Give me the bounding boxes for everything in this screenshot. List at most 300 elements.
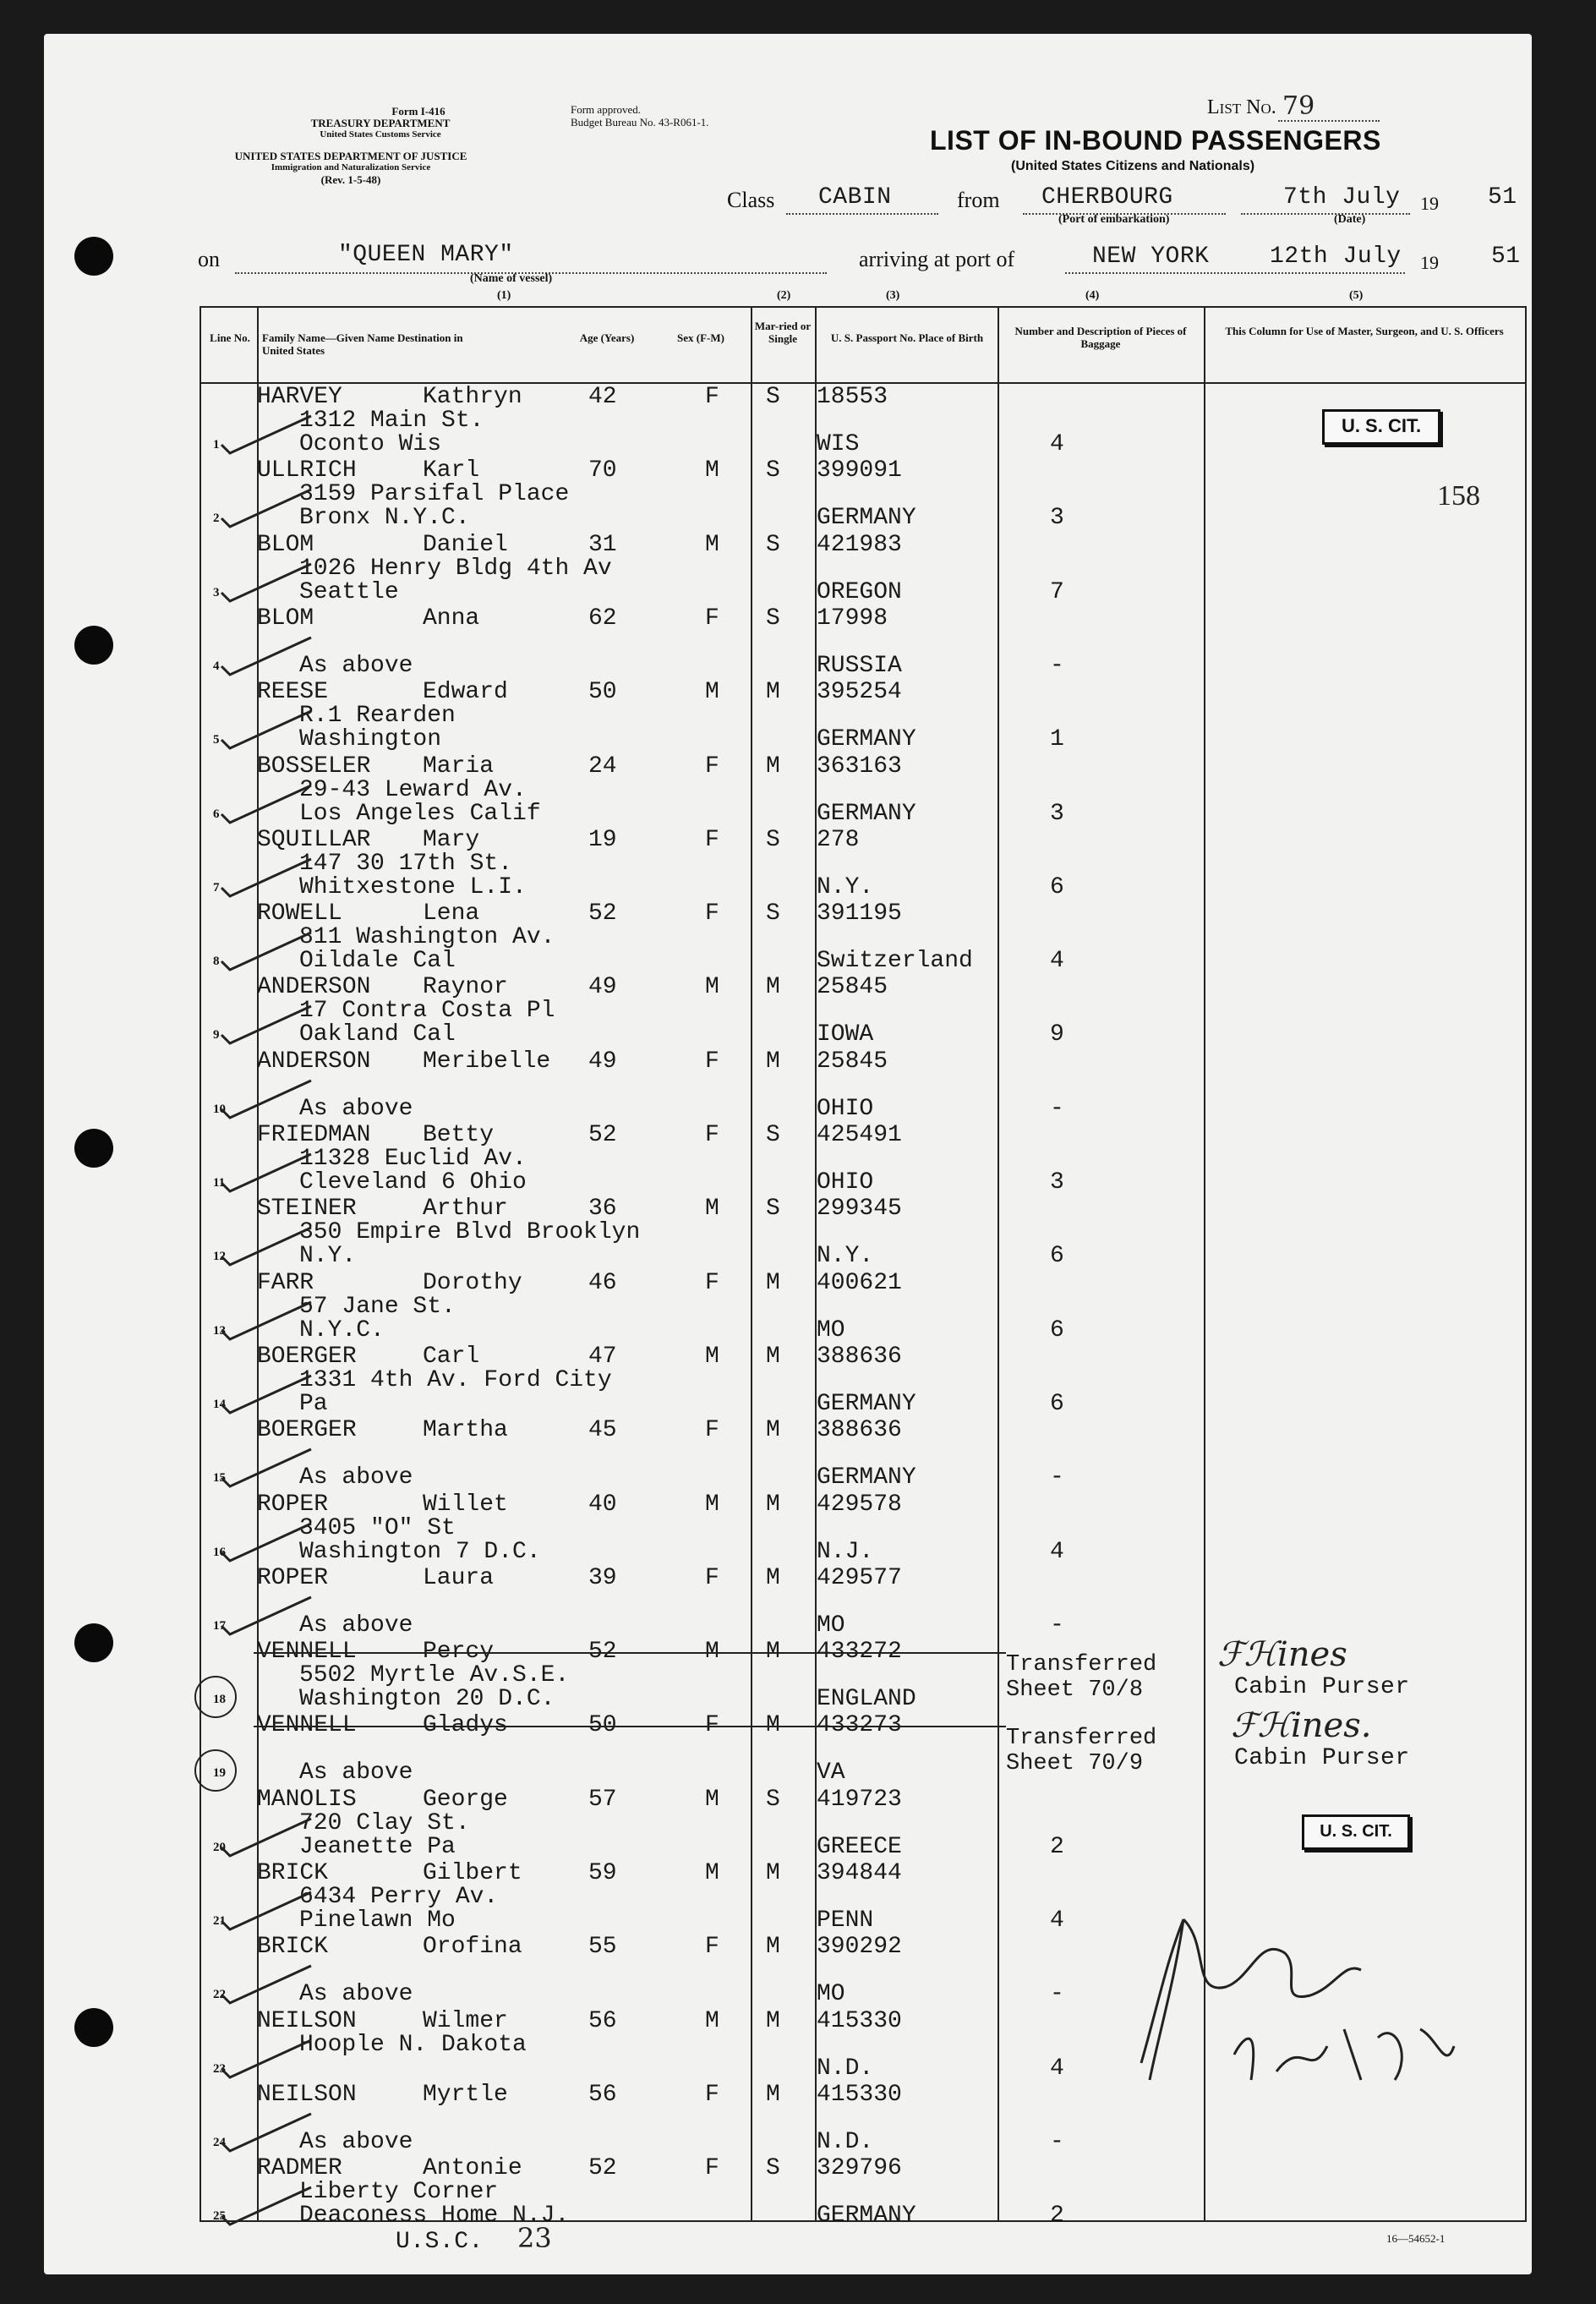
- passport-number: 25845: [817, 1048, 888, 1075]
- place-of-birth: N.D.: [817, 2055, 874, 2082]
- baggage-count: 6: [1050, 1316, 1064, 1344]
- age: 36: [588, 1196, 617, 1223]
- age: 59: [588, 1860, 617, 1886]
- line-number: 5: [213, 733, 220, 747]
- header-passport: U. S. Passport No. Place of Birth: [830, 331, 984, 344]
- place-of-birth: RUSSIA: [817, 652, 902, 679]
- binder-hole-upper: [74, 626, 113, 665]
- sex: M: [705, 1786, 719, 1813]
- list-no-label: List No.: [1207, 96, 1276, 118]
- marital-status: S: [766, 1196, 780, 1223]
- sex: F: [705, 1417, 719, 1444]
- header-married: Mar-ried or Single: [754, 320, 812, 345]
- place-of-birth: OHIO: [817, 1095, 874, 1122]
- place-of-birth: OREGON: [817, 578, 902, 605]
- date-year-prefix: 19: [1420, 193, 1439, 214]
- address-line-2: As above: [299, 1095, 413, 1122]
- line-number: 16: [213, 1545, 226, 1559]
- from-label: from: [957, 188, 1000, 212]
- family-name: VENNELL: [257, 1639, 357, 1666]
- sex: F: [705, 605, 719, 632]
- place-of-birth: GERMANY: [817, 505, 916, 532]
- given-name: Mary: [423, 826, 480, 853]
- given-name: Daniel: [423, 531, 508, 558]
- address-line-2: As above: [299, 1612, 413, 1639]
- address-line-2: Seattle: [299, 578, 399, 605]
- arrival-year-prefix: 19: [1420, 252, 1439, 273]
- check-mark-icon: [218, 1519, 320, 1569]
- passport-number: 429578: [817, 1491, 902, 1518]
- col-num-1: (1): [497, 289, 511, 302]
- arrival-port-dotline: [1065, 272, 1260, 274]
- class-label: Class: [727, 188, 775, 212]
- on-label: on: [198, 247, 220, 271]
- family-name: ANDERSON: [257, 974, 371, 1001]
- baggage-count: 6: [1050, 1390, 1064, 1417]
- date-dotline: [1241, 213, 1410, 215]
- place-of-birth: N.D.: [817, 2128, 874, 2155]
- header-age: Age (Years): [579, 331, 635, 344]
- arrival-port: NEW YORK: [1092, 244, 1210, 270]
- family-name: BRICK: [257, 1934, 329, 1961]
- address-line-1: R.1 Rearden: [299, 703, 456, 730]
- marital-status: M: [766, 1712, 780, 1739]
- passport-number: 391195: [817, 900, 902, 928]
- address-line-1: 811 Washington Av.: [299, 924, 555, 951]
- marital-status: M: [766, 1564, 780, 1591]
- family-name: ANDERSON: [257, 1048, 371, 1075]
- address-line-2: Washington: [299, 726, 442, 753]
- passport-number: 18553: [817, 384, 888, 410]
- address-line-2: Oakland Cal: [299, 1021, 456, 1048]
- check-mark-icon: [218, 2182, 320, 2233]
- line-number: 1: [213, 438, 220, 451]
- family-name: BLOM: [257, 531, 314, 558]
- baggage-count: 7: [1050, 578, 1064, 605]
- marital-status: M: [766, 1639, 780, 1666]
- age: 70: [588, 457, 617, 484]
- given-name: Kathryn: [423, 384, 522, 410]
- marital-status: S: [766, 531, 780, 558]
- customs-service: United States Customs Service: [320, 129, 441, 140]
- header-officers: This Column for Use of Master, Surgeon, and U. S. Officers: [1225, 325, 1504, 337]
- baggage-note: Transferred Sheet 70/9: [1006, 1726, 1157, 1777]
- baggage-count: -: [1050, 652, 1064, 679]
- vessel-name: "QUEEN MARY": [338, 242, 514, 268]
- passport-number: 390292: [817, 1934, 902, 1961]
- marital-status: S: [766, 2155, 780, 2182]
- sex: M: [705, 1639, 719, 1666]
- given-name: Wilmer: [423, 2007, 508, 2034]
- baggage-count: -: [1050, 1981, 1064, 2008]
- place-of-birth: N.J.: [817, 1538, 874, 1565]
- age: 50: [588, 1712, 617, 1739]
- place-of-birth: N.Y.: [817, 873, 874, 900]
- passport-number: 399091: [817, 457, 902, 484]
- address-line-1: 147 30 17th St.: [299, 850, 513, 877]
- check-mark-icon: [218, 632, 320, 683]
- address-line-2: N.Y.: [299, 1243, 357, 1270]
- address-line-2: Washington 7 D.C.: [299, 1538, 541, 1565]
- sex: F: [705, 752, 719, 780]
- given-name: Myrtle: [423, 2081, 508, 2108]
- check-mark-icon: [218, 1075, 320, 1126]
- baggage-count: -: [1050, 1464, 1064, 1491]
- list-no-value: 79: [1282, 91, 1315, 121]
- sex: F: [705, 1712, 719, 1739]
- marital-status: S: [766, 605, 780, 632]
- given-name: Raynor: [423, 974, 508, 1001]
- family-name: REESE: [257, 679, 329, 706]
- family-name: ULLRICH: [257, 457, 357, 484]
- marital-status: S: [766, 826, 780, 853]
- line-number: 12: [213, 1250, 226, 1264]
- binder-hole-bottom: [74, 2008, 113, 2047]
- page-subtitle: (United States Citizens and Nationals): [1011, 159, 1255, 173]
- line-number: 7: [213, 880, 220, 895]
- place-of-birth: N.Y.: [817, 1243, 874, 1270]
- place-of-birth: GERMANY: [817, 726, 916, 753]
- line-number: 17: [213, 1618, 226, 1633]
- line-number: 15: [213, 1471, 226, 1486]
- baggage-count: -: [1050, 2128, 1064, 2155]
- place-of-birth: GERMANY: [817, 800, 916, 827]
- address-line-2: As above: [299, 1464, 413, 1491]
- marital-status: M: [766, 1860, 780, 1886]
- marital-status: M: [766, 752, 780, 780]
- age: 47: [588, 1343, 617, 1370]
- sex: F: [705, 2081, 719, 2108]
- place-of-birth: MO: [817, 1981, 845, 2008]
- purser-title-1: Cabin Purser: [1234, 1674, 1410, 1700]
- given-name: Gilbert: [423, 1860, 522, 1886]
- given-name: Karl: [423, 457, 480, 484]
- address-line-1: 350 Empire Blvd Brooklyn: [299, 1219, 641, 1246]
- age: 56: [588, 2081, 617, 2108]
- given-name: Antonie: [423, 2155, 522, 2182]
- age: 45: [588, 1417, 617, 1444]
- family-name: BOSSELER: [257, 752, 371, 780]
- given-name: Gladys: [423, 1712, 508, 1739]
- family-name: VENNELL: [257, 1712, 357, 1739]
- address-line-1: 29-43 Leward Av.: [299, 776, 527, 803]
- passport-number: 425491: [817, 1122, 902, 1148]
- passport-number: 363163: [817, 752, 902, 780]
- address-line-1: 11328 Euclid Av.: [299, 1146, 527, 1172]
- marital-status: M: [766, 2081, 780, 2108]
- line-number: 3: [213, 585, 220, 599]
- family-name: ROPER: [257, 1491, 329, 1518]
- address-line-2: Pinelawn Mo: [299, 1907, 456, 1934]
- check-mark-icon: [218, 1223, 320, 1273]
- check-mark-icon: [218, 1814, 320, 1864]
- marital-status: M: [766, 679, 780, 706]
- sex: M: [705, 679, 719, 706]
- header-sex: Sex (F-M): [677, 331, 724, 344]
- line-number: 23: [213, 2061, 226, 2076]
- class-value: CABIN: [818, 184, 892, 211]
- marital-status: M: [766, 1934, 780, 1961]
- place-of-birth: MO: [817, 1316, 845, 1344]
- purser-title-2: Cabin Purser: [1234, 1745, 1410, 1771]
- address-line-1: 57 Jane St.: [299, 1293, 456, 1320]
- passport-number: 433272: [817, 1639, 902, 1666]
- line-number: 25: [213, 2209, 226, 2224]
- strikethrough-line: [254, 1726, 1006, 1727]
- family-name: RADMER: [257, 2155, 342, 2182]
- given-name: Maria: [423, 752, 495, 780]
- place-of-birth: WIS: [817, 431, 860, 457]
- passport-number: 419723: [817, 1786, 902, 1813]
- line-number: 24: [213, 2135, 226, 2149]
- family-name: MANOLIS: [257, 1786, 357, 1813]
- age: 52: [588, 1122, 617, 1148]
- address-line-2: Cleveland 6 Ohio: [299, 1169, 527, 1196]
- class-dotline: [786, 213, 938, 215]
- address-line-2: N.Y.C.: [299, 1316, 385, 1344]
- given-name: Martha: [423, 1417, 508, 1444]
- age: 49: [588, 974, 617, 1001]
- passport-number: 394844: [817, 1860, 902, 1886]
- marital-status: M: [766, 1417, 780, 1444]
- address-line-2: As above: [299, 652, 413, 679]
- baggage-count: -: [1050, 1612, 1064, 1639]
- sex: M: [705, 1860, 719, 1886]
- date-caption: (Date): [1334, 213, 1366, 226]
- sex: F: [705, 1934, 719, 1961]
- footer-code: 16—54652-1: [1386, 2232, 1446, 2245]
- given-name: Meribelle: [423, 1048, 551, 1075]
- check-mark-icon: [218, 1297, 320, 1348]
- given-name: Arthur: [423, 1196, 508, 1223]
- baggage-count: 9: [1050, 1021, 1064, 1048]
- address-line-1: 1026 Henry Bldg 4th Av: [299, 555, 612, 582]
- line-number: 10: [213, 1102, 226, 1116]
- sex: M: [705, 531, 719, 558]
- address-line-2: Whitxestone L.I.: [299, 873, 527, 900]
- check-mark-icon: [218, 780, 320, 831]
- address-line-2: Oildale Cal: [299, 948, 456, 975]
- address-line-1: Liberty Corner: [299, 2179, 499, 2206]
- baggage-note: Transferred Sheet 70/8: [1006, 1652, 1157, 1704]
- address-line-2: Jeanette Pa: [299, 1833, 456, 1860]
- marital-status: S: [766, 457, 780, 484]
- family-name: HARVEY: [257, 384, 342, 410]
- address-line-1: 720 Clay St.: [299, 1809, 470, 1836]
- sex: F: [705, 384, 719, 410]
- binder-hole-lower: [74, 1623, 113, 1662]
- annotation-158: 158: [1437, 480, 1480, 512]
- given-name: Lena: [423, 900, 480, 928]
- sex: F: [705, 900, 719, 928]
- family-name: ROWELL: [257, 900, 342, 928]
- line-number: 11: [213, 1176, 226, 1190]
- place-of-birth: PENN: [817, 1907, 874, 1934]
- col-num-3: (3): [886, 289, 900, 302]
- age: 49: [588, 1048, 617, 1075]
- place-of-birth: OHIO: [817, 1169, 874, 1196]
- check-mark-icon: [218, 1444, 320, 1495]
- sex: F: [705, 1122, 719, 1148]
- given-name: Anna: [423, 605, 480, 632]
- sex: F: [705, 1048, 719, 1075]
- given-name: Willet: [423, 1491, 508, 1518]
- place-of-birth: Switzerland: [817, 948, 973, 975]
- baggage-count: 2: [1050, 2203, 1064, 2230]
- address-line-1: 3159 Parsifal Place: [299, 481, 570, 508]
- baggage-count: 6: [1050, 1243, 1064, 1270]
- place-of-birth: VA: [817, 1759, 845, 1787]
- ins-service: Immigration and Naturalization Service: [271, 162, 431, 172]
- check-mark-icon: [218, 2035, 320, 2086]
- passport-number: 415330: [817, 2081, 902, 2108]
- check-mark-icon: [218, 1592, 320, 1643]
- passport-number: 400621: [817, 1269, 902, 1296]
- line-number: 22: [213, 1988, 226, 2002]
- line-number: 6: [213, 807, 220, 821]
- check-mark-icon: [218, 1887, 320, 1938]
- family-name: NEILSON: [257, 2081, 357, 2108]
- baggage-count: 1: [1050, 726, 1064, 753]
- address-line-2: As above: [299, 2128, 413, 2155]
- age: 46: [588, 1269, 617, 1296]
- passport-number: 388636: [817, 1343, 902, 1370]
- col-divider-name: [751, 308, 752, 2220]
- given-name: Orofina: [423, 1934, 522, 1961]
- place-of-birth: GERMANY: [817, 1464, 916, 1491]
- passport-number: 429577: [817, 1564, 902, 1591]
- check-mark-icon: [218, 1371, 320, 1421]
- family-name: ROPER: [257, 1564, 329, 1591]
- age: 42: [588, 384, 617, 410]
- baggage-count: 3: [1050, 1169, 1064, 1196]
- port-embark-caption: (Port of embarkation): [1058, 213, 1170, 226]
- family-name: FRIEDMAN: [257, 1122, 371, 1148]
- strikethrough-line: [254, 1652, 1006, 1654]
- footer-count: 23: [517, 2222, 552, 2254]
- baggage-count: -: [1050, 1095, 1064, 1122]
- date-value: 7th July: [1283, 184, 1401, 211]
- arriving-label: arriving at port of: [859, 247, 1015, 271]
- form-approved: Form approved.: [571, 103, 642, 116]
- address-line-1: 17 Contra Costa Pl: [299, 998, 555, 1025]
- place-of-birth: MO: [817, 1612, 845, 1639]
- budget-bureau: Budget Bureau No. 43-R061-1.: [571, 116, 709, 129]
- passport-number: 388636: [817, 1417, 902, 1444]
- given-name: Carl: [423, 1343, 480, 1370]
- place-of-birth: ENGLAND: [817, 1686, 916, 1713]
- address-line-1: Hoople N. Dakota: [299, 2031, 527, 2058]
- address-line-2: As above: [299, 1981, 413, 2008]
- passport-number: 278: [817, 826, 860, 853]
- passport-number: 329796: [817, 2155, 902, 2182]
- check-mark-icon: [218, 484, 320, 535]
- department-of-justice: UNITED STATES DEPARTMENT OF JUSTICE: [234, 150, 467, 162]
- line-number: 21: [213, 1914, 226, 1928]
- check-mark-icon: [218, 411, 320, 462]
- family-name: SQUILLAR: [257, 826, 371, 853]
- line-number: 18: [213, 1693, 226, 1707]
- header-baggage: Number and Description of Pieces of Baggage: [1014, 325, 1187, 350]
- given-name: Percy: [423, 1639, 495, 1666]
- line-number: 20: [213, 1840, 226, 1854]
- age: 50: [588, 679, 617, 706]
- from-value: CHERBOURG: [1041, 184, 1173, 211]
- place-of-birth: GREECE: [817, 1833, 902, 1860]
- inspector-signature: [1107, 1869, 1547, 2105]
- baggage-count: 2: [1050, 1833, 1064, 1860]
- age: 55: [588, 1934, 617, 1961]
- address-line-2: Washington 20 D.C.: [299, 1686, 555, 1713]
- age: 40: [588, 1491, 617, 1518]
- age: 19: [588, 826, 617, 853]
- line-number: 19: [213, 1766, 226, 1781]
- age: 31: [588, 531, 617, 558]
- purser-signature-2: ℱℋines.: [1231, 1706, 1372, 1745]
- check-mark-icon: [218, 928, 320, 978]
- passport-number: 395254: [817, 679, 902, 706]
- footer-usc: U.S.C.: [396, 2229, 484, 2255]
- header-line-no: Line No.: [210, 331, 250, 344]
- line-number: 13: [213, 1323, 226, 1338]
- sex: M: [705, 2007, 719, 2034]
- marital-status: S: [766, 900, 780, 928]
- place-of-birth: IOWA: [817, 1021, 874, 1048]
- age: 24: [588, 752, 617, 780]
- check-mark-icon: [218, 2109, 320, 2159]
- marital-status: S: [766, 1786, 780, 1813]
- baggage-count: 4: [1050, 1538, 1064, 1565]
- arrival-year: 51: [1491, 244, 1521, 270]
- address-line-1: 5502 Myrtle Av.S.E.: [299, 1662, 570, 1689]
- address-line-2: Oconto Wis: [299, 431, 442, 457]
- line-number: 2: [213, 512, 220, 526]
- form-number: Form I-416: [391, 105, 445, 118]
- circled-line-marker: [194, 1676, 237, 1718]
- marital-status: M: [766, 1491, 780, 1518]
- baggage-count: 4: [1050, 948, 1064, 975]
- family-name: BLOM: [257, 605, 314, 632]
- sex: M: [705, 457, 719, 484]
- col-num-2: (2): [777, 289, 791, 302]
- line-number: 9: [213, 1028, 220, 1043]
- sex: M: [705, 1196, 719, 1223]
- given-name: George: [423, 1786, 508, 1813]
- marital-status: M: [766, 2007, 780, 2034]
- check-mark-icon: [218, 854, 320, 905]
- address-line-2: Bronx N.Y.C.: [299, 505, 470, 532]
- arrival-date: 12th July: [1270, 244, 1402, 270]
- family-name: NEILSON: [257, 2007, 357, 2034]
- arrival-date-dotline: [1261, 272, 1405, 274]
- age: 56: [588, 2007, 617, 2034]
- line-number: 14: [213, 1397, 226, 1411]
- family-name: BOERGER: [257, 1343, 357, 1370]
- passport-number: 25845: [817, 974, 888, 1001]
- passport-number: 17998: [817, 605, 888, 632]
- age: 52: [588, 2155, 617, 2182]
- vessel-caption: (Name of vessel): [470, 272, 553, 285]
- age: 62: [588, 605, 617, 632]
- baggage-count: 3: [1050, 505, 1064, 532]
- address-line-1: 1331 4th Av. Ford City: [299, 1366, 612, 1393]
- given-name: Betty: [423, 1122, 495, 1148]
- family-name: FARR: [257, 1269, 314, 1296]
- header-name: Family Name—Given Name Destination in United States: [262, 331, 463, 357]
- line-number: 4: [213, 659, 220, 673]
- place-of-birth: GERMANY: [817, 1390, 916, 1417]
- address-line-1: 3405 "O" St: [299, 1514, 456, 1541]
